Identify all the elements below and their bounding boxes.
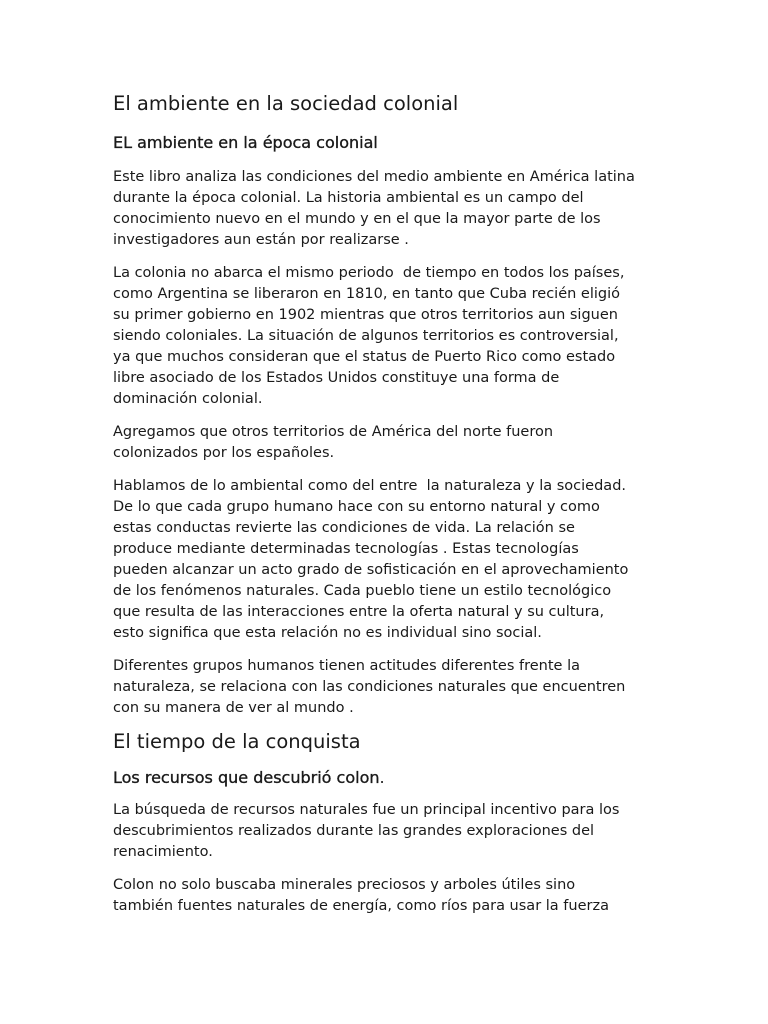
subsection-heading — [113, 130, 658, 156]
section-heading: El ambiente en la sociedad colonial — [113, 92, 459, 115]
body-paragraph: Agregamos que otros territorios de América del norte fueron colonizados por los españoles. — [113, 424, 554, 461]
subsection-heading-text: Los recursos que descubrió colon — [113, 768, 380, 787]
subsection-heading — [113, 765, 658, 791]
subsection-heading-period: . — [379, 768, 385, 787]
body-paragraph: Hablamos de lo ambiental como del entre la naturaleza y la sociedad. De lo que cada grupo humano hace con su entorno natural y como estas conductas revierte las condiciones de vida. La relación se produce mediante determinadas tecnologías . Estas tecnologías pueden alcanzar un acto grado de sofisticación en el aprovechamiento de los fenómenos naturales. Cada pueblo tiene un estilo tecnológico que resulta de las interacciones entre la oferta natural y su cultura, esto significa que esta relación no es individual sino social. — [113, 478, 629, 641]
body-paragraph: Colon no solo buscaba minerales preciosos y arboles útiles sino también fuentes naturales de energía, como ríos para usar la fuerza — [113, 877, 609, 914]
body-paragraph: Este libro analiza las condiciones del medio ambiente en América latina durante la época colonial. La historia ambiental es un campo del conocimiento nuevo en el mundo y en el que la mayor parte de los investigadores aun están por realizarse . — [113, 169, 635, 248]
section-heading: El tiempo de la conquista — [113, 730, 361, 753]
body-paragraph: La colonia no abarca el mismo periodo de tiempo en todos los países, como Argentina se liberaron en 1810, en tanto que Cuba recién eligió su primer gobierno en 1902 mientras que otros territorios aun siguen siendo coloniales. La situación de algunos territorios es controversial, ya que muchos consideran que el status de Puerto Rico como estado libre asociado de los Estados Unidos constituye una forma de dominación colonial. — [113, 265, 625, 407]
body-paragraph: La búsqueda de recursos naturales fue un principal incentivo para los descubrimientos realizados durante las grandes exploraciones del renacimiento. — [113, 802, 620, 860]
subsection-heading-text: EL ambiente en la época colonial — [113, 133, 378, 152]
body-paragraph: Diferentes grupos humanos tienen actitudes diferentes frente la naturaleza, se relaciona con las condiciones naturales que encuentren con su manera de ver al mundo . — [113, 658, 626, 716]
document-page — [113, 88, 658, 917]
